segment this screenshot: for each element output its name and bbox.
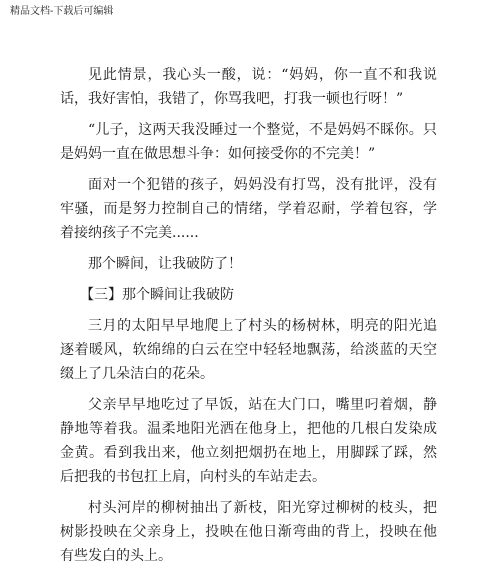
- document-header-note: 精品文档-下载后可编辑: [10, 6, 114, 17]
- paragraph-5: 三月的太阳早早地爬上了村头的杨树林，明亮的阳光追逐着暖风，软绵绵的白云在空中轻轻地飘荡，给淡蓝的天空缀上了几朵洁白的花朵。: [60, 318, 437, 382]
- paragraph-2: “儿子，这两天我没睡过一个整觉，不是妈妈不睬你。只是妈妈一直在做思想斗争：如何接受你的不完美！”: [60, 122, 437, 162]
- section-heading: 【三】那个瞬间让我破防: [80, 287, 234, 303]
- document-body: [60, 63, 437, 575]
- paragraph-1: 见此情景，我心头一酸，说：“妈妈，你一直不和我说话，我好害怕，我错了，你骂我吧，打我一顿也行呀！”: [60, 67, 437, 107]
- paragraph-7: 村头河岸的柳树抽出了新枝，阳光穿过柳树的枝头，把树影投映在父亲身上，投映在他日渐弯曲的背上，投映在他有些发白的头上。: [60, 500, 437, 564]
- paragraph-4: 那个瞬间，让我破防了！: [88, 256, 242, 272]
- paragraph-6: 父亲早早地吃过了早饭，站在大门口，嘴里叼着烟，静静地等着我。温柔地阳光洒在他身上，把他的几根白发染成金黄。看到我出来，他立刻把烟扔在地上，用脚踩了踩，然后把我的书包扛上肩，向村头的车站走去。: [60, 397, 437, 485]
- paragraph-3: 面对一个犯错的孩子，妈妈没有打骂，没有批评，没有牢骚，而是努力控制自己的情绪，学着忍耐，学着包容，学着接纳孩子不完美......: [60, 177, 437, 241]
